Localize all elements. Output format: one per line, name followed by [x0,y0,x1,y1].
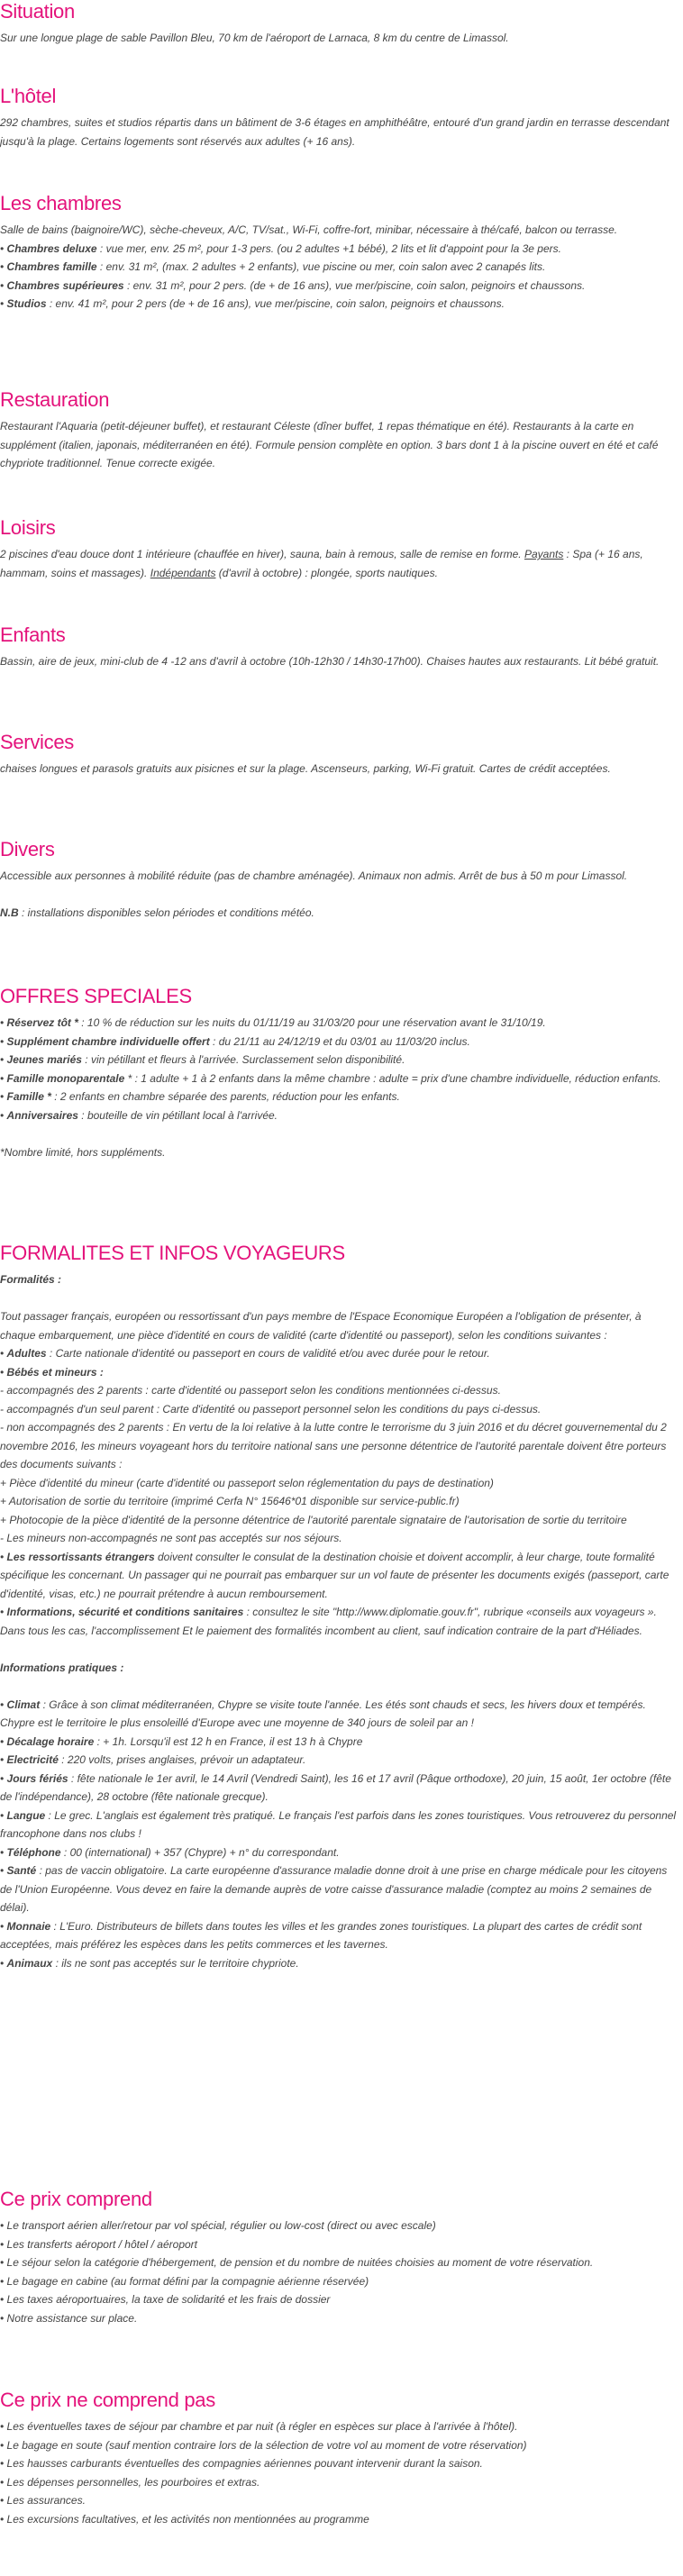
section-situation [0,0,679,48]
list-item: • Informations, sécurité et conditions sanitaires : consultez le site "http://www.diplomatie.gouv.fr", rubrique «conseils aux voyageurs ». Dans tous les cas, l'accomplissement Et le paiement des formalités incombent au client, sauf indication contraire de la part d'Héliades. [0,1606,657,1637]
formalites-intro: Tout passager français, européen ou ressortissant d'un pays membre de l'Espace Economique Européen a l'obligation de présenter, à chaque embarquement, une pièce d'identité en cours de validité (carte d'identité ou passeport), selon les conditions suivantes : [0,1310,642,1342]
pratiques-heading: Informations pratiques : [0,1661,124,1674]
item-label: Chambres deluxe [6,241,97,255]
loisirs-text: 2 piscines d'eau douce dont 1 intérieure (chauffée en hiver), sauna, bain à remous, salle de remise en forme. Payants : Spa (+ 16 ans, hammam, soins et massages). Indépendants (d'avril à octobre) : plongée, sports nautiques. [0,548,643,579]
section-title: Ce prix comprend [0,2188,152,2210]
item-label: Bébés et mineurs : [6,1365,104,1379]
list-item: • Adultes : Carte nationale d'identité ou passeport en cours de validité et/ou avec durée pour le retour. [0,1347,490,1360]
section-title: L'hôtel [0,85,57,107]
formalites-line: - accompagnés d'un seul parent : Carte d'identité ou passeport personnel selon les conditions du pays ci-dessus. [0,1402,542,1415]
section-offres [0,985,679,1161]
list-item: • Le transport aérien aller/retour par vol spécial, régulier ou low-cost (direct ou avec escale) [0,2219,436,2232]
item-label: Famille * [6,1090,51,1103]
list-item: • Les dépenses personnelles, les pourboires et extras. [0,2475,260,2489]
list-item: • Le séjour selon la catégorie d'hébergement, de pension et du nombre de nuitées choisies au moment de votre réservation. [0,2256,594,2269]
item-label: Adultes [6,1347,47,1360]
list-item: • Santé : pas de vaccin obligatoire. La carte européenne d'assurance maladie donne droit à une prise en charge médicale pour les citoyens de l'Union Européenne. Vous devez en faire la demande auprès de votre caisse d'assurance maladie (comptez au moins 2 semaines de délai). [0,1864,668,1914]
section-body [0,2417,679,2528]
list-item: • Téléphone : 00 (international) + 357 (Chypre) + n° du correspondant. [0,1845,340,1859]
rooms-intro: Salle de bains (baignoire/WC), sèche-cheveux, A/C, TV/sat., Wi-Fi, coffre-fort, minibar, nécessaire à thé/café, balcon ou terrasse. [0,223,618,236]
item-label: Les ressortissants étrangers [6,1550,155,1563]
section-body [0,545,679,582]
item-label: Santé [6,1864,37,1877]
formalites-line: + Pièce d'identité du mineur (carte d'identité ou passeport selon réglementation du pays de destination) [0,1476,494,1489]
list-item: • Electricité : 220 volts, prises anglaises, prévoir un adaptateur. [0,1753,306,1766]
section-title: OFFRES SPECIALES [0,985,192,1007]
formalites-line: + Photocopie de la pièce d'identité de la personne détentrice de l'autorité parentale signataire de l'autorisation de sortie du territoire [0,1513,627,1526]
list-item: • Chambres supérieures : env. 31 m², pour 2 pers. (de + de 16 ans), vue mer/piscine, coin salon, peignoirs et chaussons. [0,278,586,292]
hotel-text: 292 chambres, suites et studios répartis dans un bâtiment de 3-6 étages en amphithéâtre, entouré d'un grand jardin en terrasse descendant jusqu'à la plage. Certains logements sont réservés aux adultes (+ 16 ans). [0,116,669,148]
section-divers [0,838,679,923]
list-item: • Studios : env. 41 m², pour 2 pers (de + de 16 ans), vue mer/piscine, coin salon, peignoirs et chaussons. [0,297,505,310]
section-title: FORMALITES ET INFOS VOYAGEURS [0,1242,345,1264]
list-item: • Les transferts aéroport / hôtel / aéroport [0,2237,197,2251]
formalites-line: - accompagnés des 2 parents : carte d'identité ou passeport selon les conditions mentionnées ci-dessus. [0,1384,501,1397]
list-item: • Notre assistance sur place. [0,2311,138,2325]
item-label: Monnaie [6,1919,51,1933]
list-item: • Famille monoparentale * : 1 adulte + 1 à 2 enfants dans la même chambre : adulte = prix d'une chambre individuelle, réduction enfants. [0,1071,661,1085]
section-body [0,417,679,473]
list-item: • Anniversaires : bouteille de vin pétillant local à l'arrivée. [0,1108,278,1122]
list-item: • Langue : Le grec. L'anglais est également très pratiqué. Le français l'est parfois dans les zones touristiques. Vous retrouverez du personnel francophone dans nos clubs ! [0,1808,677,1840]
item-label: Réservez tôt * [6,1016,78,1029]
formalites-line: + Autorisation de sortie du territoire (imprimé Cerfa N° 15646*01 disponible sur service-public.fr) [0,1495,460,1507]
item-label: Décalage horaire [6,1734,95,1748]
section-body [0,1270,679,1972]
section-comprend [0,2188,679,2327]
item-label: Informations, sécurité et conditions sanitaires [6,1606,244,1618]
list-item: • Les assurances. [0,2494,86,2507]
list-item: • Supplément chambre individuelle offert : du 21/11 au 24/12/19 et du 03/01 au 11/03/20 inclus. [0,1034,470,1048]
section-title: Restauration [0,388,110,411]
list-item: • Les éventuelles taxes de séjour par chambre et par nuit (à régler en espèces sur place à l'arrivée à l'hôtel). [0,2420,518,2433]
item-label: Chambres supérieures [6,278,124,292]
section-body [0,867,679,923]
formalites-heading: Formalités : [0,1273,62,1286]
list-item: • Les hausses carburants éventuelles des compagnies aériennes pouvant intervenir durant la saison. [0,2457,483,2470]
item-label: Chambres famille [6,260,97,273]
list-item: • Les ressortissants étrangers doivent consulter le consulat de la destination choisie et doivent accomplir, à leur charge, toute formalité spécifique les concernant. Un passager qui ne pourrait pas embarquer sur un vol faute de présenter les documents exigés (passeport, carte d'identité, visas, etc.) ne pourrait prétendre à aucun remboursement. [0,1550,669,1600]
section-hotel [0,85,679,150]
list-item: • Le bagage en cabine (au format défini par la compagnie aérienne réservée) [0,2274,369,2288]
list-item: • Animaux : ils ne sont pas acceptés sur le territoire chypriote. [0,1956,299,1970]
section-restauration [0,388,679,473]
section-formalites [0,1242,679,1972]
section-body [0,2216,679,2327]
item-label: Jours fériés [6,1771,68,1785]
restauration-text: Restaurant l'Aquaria (petit-déjeuner buffet), et restaurant Céleste (dîner buffet, 1 repas thématique en été). Restaurants à la carte en supplément (italien, japonais, méditerranéen en été). Formule pension complète en option. 3 bars dont 1 à la piscine ouvert en été et café chypriote traditionnel. Tenue correcte exigée. [0,420,659,469]
list-item: • Chambres deluxe : vue mer, env. 25 m², pour 1-3 pers. (ou 2 adultes +1 bébé), 2 lits et lit d'appoint pour la 3e pers. [0,241,561,255]
item-label: Supplément chambre individuelle offert [6,1034,210,1048]
section-title: Ce prix ne comprend pas [0,2389,215,2411]
payants-label: Payants [524,548,564,560]
section-body [0,221,679,314]
nb-note: N.B : installations disponibles selon périodes et conditions météo. [0,906,314,919]
section-rooms [0,192,679,314]
list-item: • Jours fériés : fête nationale le 1er avril, le 14 Avril (Vendredi Saint), les 16 et 17 avril (Pâque orthodoxe), 20 juin, 15 août, 1er octobre (fête de l'indépendance), 28 octobre (fête nationale grecque). [0,1771,671,1803]
item-label: Animaux [6,1956,53,1970]
section-body [0,652,679,671]
section-title: Les chambres [0,192,122,214]
list-item: • Le bagage en soute (sauf mention contraire lors de la sélection de votre vol au moment de votre réservation) [0,2438,527,2452]
divers-text: Accessible aux personnes à mobilité réduite (pas de chambre aménagée). Animaux non admis. Arrêt de bus à 50 m pour Limassol. [0,869,628,882]
section-ne-comprend [0,2389,679,2528]
list-item: • Les taxes aéroportuaires, la taxe de solidarité et les frais de dossier [0,2293,331,2306]
section-body [0,760,679,778]
item-label: Studios [6,297,47,310]
item-label: Jeunes mariés [6,1053,82,1066]
item-label: Anniversaires [6,1108,78,1122]
formalites-line: - Les mineurs non-accompagnés ne sont pas acceptés sur nos séjours. [0,1532,342,1544]
section-body [0,29,679,48]
section-enfants [0,624,679,671]
section-body [0,114,679,150]
section-title: Situation [0,0,75,23]
section-loisirs [0,516,679,582]
item-label: Climat [6,1698,41,1711]
enfants-text: Bassin, aire de jeux, mini-club de 4 -12 ans d'avril à octobre (10h-12h30 / 14h30-17h00). Chaises hautes aux restaurants. Lit bébé gratuit. [0,655,660,668]
list-item: • Bébés et mineurs : [0,1365,104,1379]
list-item: • Chambres famille : env. 31 m², (max. 2 adultes + 2 enfants), vue piscine ou mer, coin salon avec 2 canapés lits. [0,260,546,273]
formalites-line: - non accompagnés des 2 parents : En vertu de la loi relative à la lutte contre le terrorisme du 3 juin 2016 et du décret gouvernemental du 2 novembre 2016, les mineurs voyageant hors du territoire national sans une personne détentrice de l'autorité parentale doivent être porteurs des documents suivants : [0,1421,667,1470]
list-item: • Jeunes mariés : vin pétillant et fleurs à l'arrivée. Surclassement selon disponibilité. [0,1053,405,1066]
section-body [0,1014,679,1161]
list-item: • Monnaie : L'Euro. Distributeurs de billets dans toutes les villes et les grandes zones touristiques. La plupart des cartes de crédit sont acceptées, mais préférez les espèces dans les petits commerces et les tavernes. [0,1919,642,1951]
item-label: Electricité [6,1753,59,1766]
section-services [0,731,679,778]
item-label: Langue [6,1808,46,1822]
services-text: chaises longues et parasols gratuits aux pisicnes et sur la plage. Ascenseurs, parking, Wi-Fi gratuit. Cartes de crédit acceptées. [0,762,611,775]
list-item: • Décalage horaire : + 1h. Lorsqu'il est 12 h en France, il est 13 h à Chypre [0,1734,363,1748]
list-item: • Climat : Grâce à son climat méditerranéen, Chypre se visite toute l'année. Les étés sont chauds et secs, les hivers doux et tempérés. Chypre est le territoire le plus ensoleillé d'Europe avec une moyenne de 340 jours de soleil par an ! [0,1698,646,1729]
item-label: Téléphone [6,1845,61,1859]
section-title: Divers [0,838,55,860]
section-title: Loisirs [0,516,56,539]
list-item: • Réservez tôt * : 10 % de réduction sur les nuits du 01/11/19 au 31/03/20 pour une réservation avant le 31/10/19. [0,1016,546,1029]
list-item: • Les excursions facultatives, et les activités non mentionnées au programme [0,2512,369,2526]
list-item: • Famille * : 2 enfants en chambre séparée des parents, réduction pour les enfants. [0,1090,400,1103]
independants-label: Indépendants [150,566,216,579]
section-title: Enfants [0,624,66,646]
section-title: Services [0,731,74,753]
item-label: Famille monoparentale [6,1071,125,1085]
offres-note: *Nombre limité, hors suppléments. [0,1145,166,1159]
situation-text: Sur une longue plage de sable Pavillon Bleu, 70 km de l'aéroport de Larnaca, 8 km du centre de Limassol. [0,32,509,44]
